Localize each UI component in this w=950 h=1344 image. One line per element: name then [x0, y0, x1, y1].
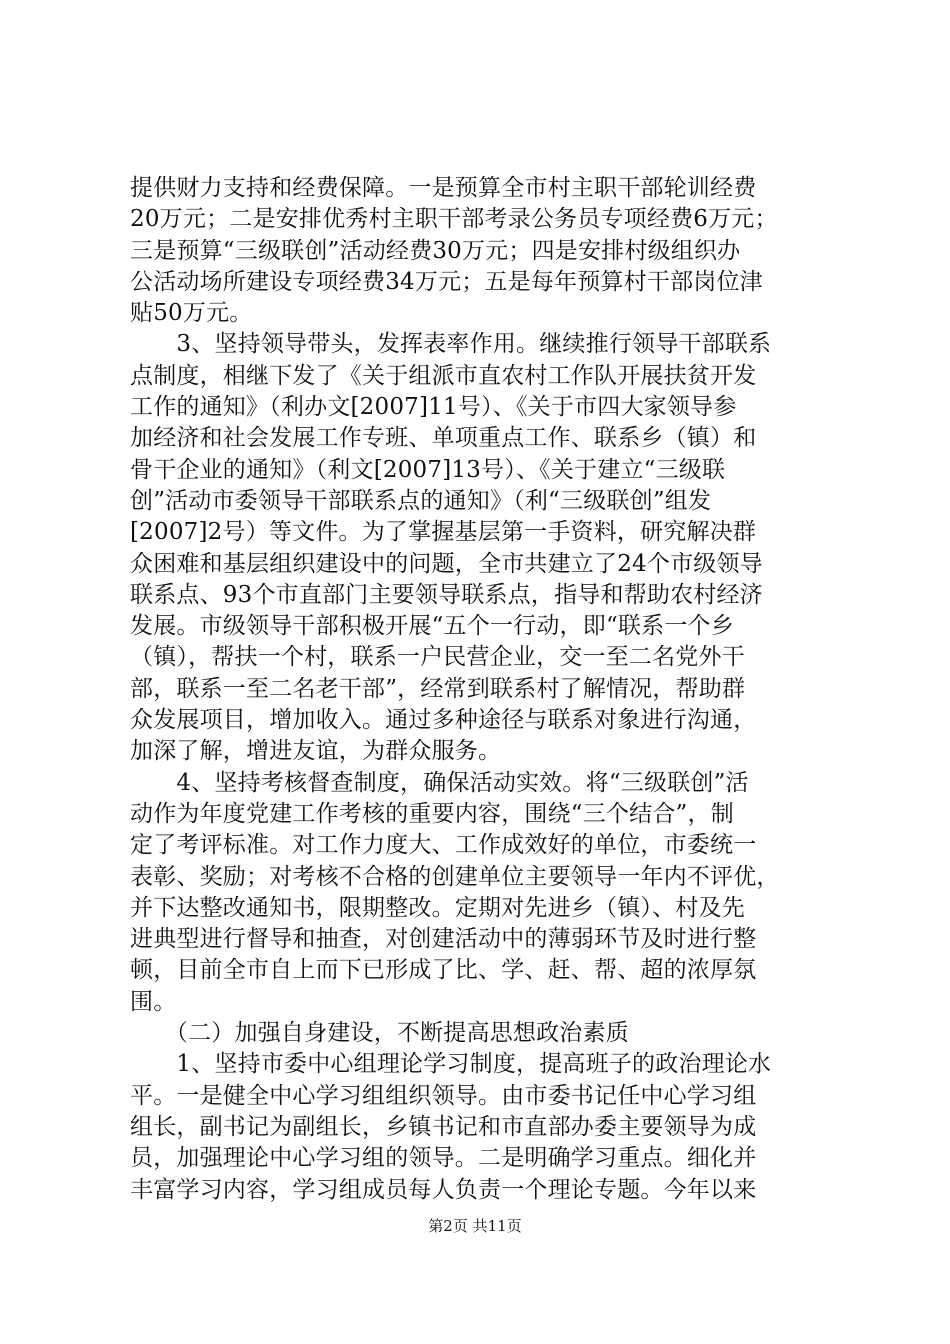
text-line: 20万元；二是安排优秀村主职干部考录公务员专项经费6万元； — [130, 206, 778, 233]
text-line: 工作的通知》（利办文[2007]11号）、《关于市四大家领导参 — [130, 394, 737, 421]
text-line: 贴50万元。 — [130, 300, 253, 327]
text-line: 骨干企业的通知》（利文[2007]13号）、《关于建立“三级联 — [130, 456, 726, 483]
text-line: 4、坚持考核督查制度，确保活动实效。将“三级联创”活 — [130, 769, 749, 796]
text-line: 提供财力支持和经费保障。一是预算全市村主职干部轮训经费 — [130, 175, 757, 201]
text-line: 平。一是健全中心学习组组织领导。由市委书记任中心学习组 — [130, 1082, 757, 1109]
text-line: 众发展项目，增加收入。通过多种途径与联系对象进行沟通， — [130, 707, 757, 734]
text-line: 联系点、93个市直部门主要领导联系点，指导和帮助农村经济 — [130, 581, 763, 608]
body-text — [130, 173, 830, 1206]
page-number-label: 第2页 共11页 — [428, 1217, 522, 1235]
text-line: 表彰、奖励；对考核不合格的创建单位主要领导一年内不评优， — [130, 863, 780, 890]
text-line: （镇），帮扶一个村，联系一户民营企业，交一至二名党外干 — [130, 644, 745, 671]
text-line: 3、坚持领导带头，发挥表率作用。继续推行领导干部联系 — [130, 331, 772, 358]
text-line: 发展。市级领导干部积极开展“五个一行动，即“联系一个乡 — [130, 613, 734, 640]
text-line: 公活动场所建设专项经费34万元；五是每年预算村干部岗位津 — [130, 268, 763, 295]
text-line: 1、坚持市委中心组理论学习制度，提高班子的政治理论水 — [130, 1051, 772, 1078]
section-heading: （二）加强自身建设，不断提高思想政治素质 — [130, 1020, 629, 1047]
text-line: 员，加强理论中心学习组的领导。二是明确学习重点。细化并 — [130, 1145, 757, 1172]
text-line: 众困难和基层组织建设中的问题，全市共建立了24个市级领导 — [130, 550, 763, 577]
text-line: 并下达整改通知书，限期整改。定期对先进乡（镇）、村及先 — [130, 894, 745, 921]
text-line: 加深了解，增进友谊，为群众服务。 — [130, 738, 502, 765]
text-line: 点制度，相继下发了《关于组派市直农村工作队开展扶贫开发 — [130, 362, 757, 389]
page-footer — [0, 1216, 950, 1236]
text-line: [2007]2号）等文件。为了掌握基层第一手资料，研究解决群 — [130, 519, 757, 546]
text-line: 创”活动市委领导干部联系点的通知》（利“三级联创”组发 — [130, 487, 712, 514]
text-line: 进典型进行督导和抽查，对创建活动中的薄弱环节及时进行整 — [130, 926, 757, 953]
text-line: 顿，目前全市自上而下已形成了比、学、赶、帮、超的浓厚氛 — [130, 957, 757, 984]
text-line: 三是预算“三级联创”活动经费30万元；四是安排村级组织办 — [130, 237, 741, 264]
text-line: 丰富学习内容，学习组成员每人负责一个理论专题。今年以来 — [130, 1176, 757, 1203]
text-line: 围。 — [130, 988, 177, 1015]
text-line: 组长，副书记为副组长，乡镇书记和市直部办委主要领导为成 — [130, 1113, 757, 1140]
text-line: 加经济和社会发展工作专班、单项重点工作、联系乡（镇）和 — [130, 425, 757, 452]
text-line: 动作为年度党建工作考核的重要内容，围绕“三个结合”，制 — [130, 800, 734, 827]
text-line: 部，联系一至二名老干部”，经常到联系村了解情况，帮助群 — [130, 675, 746, 702]
text-line: 定了考评标准。对工作力度大、工作成效好的单位，市委统一 — [130, 832, 757, 859]
